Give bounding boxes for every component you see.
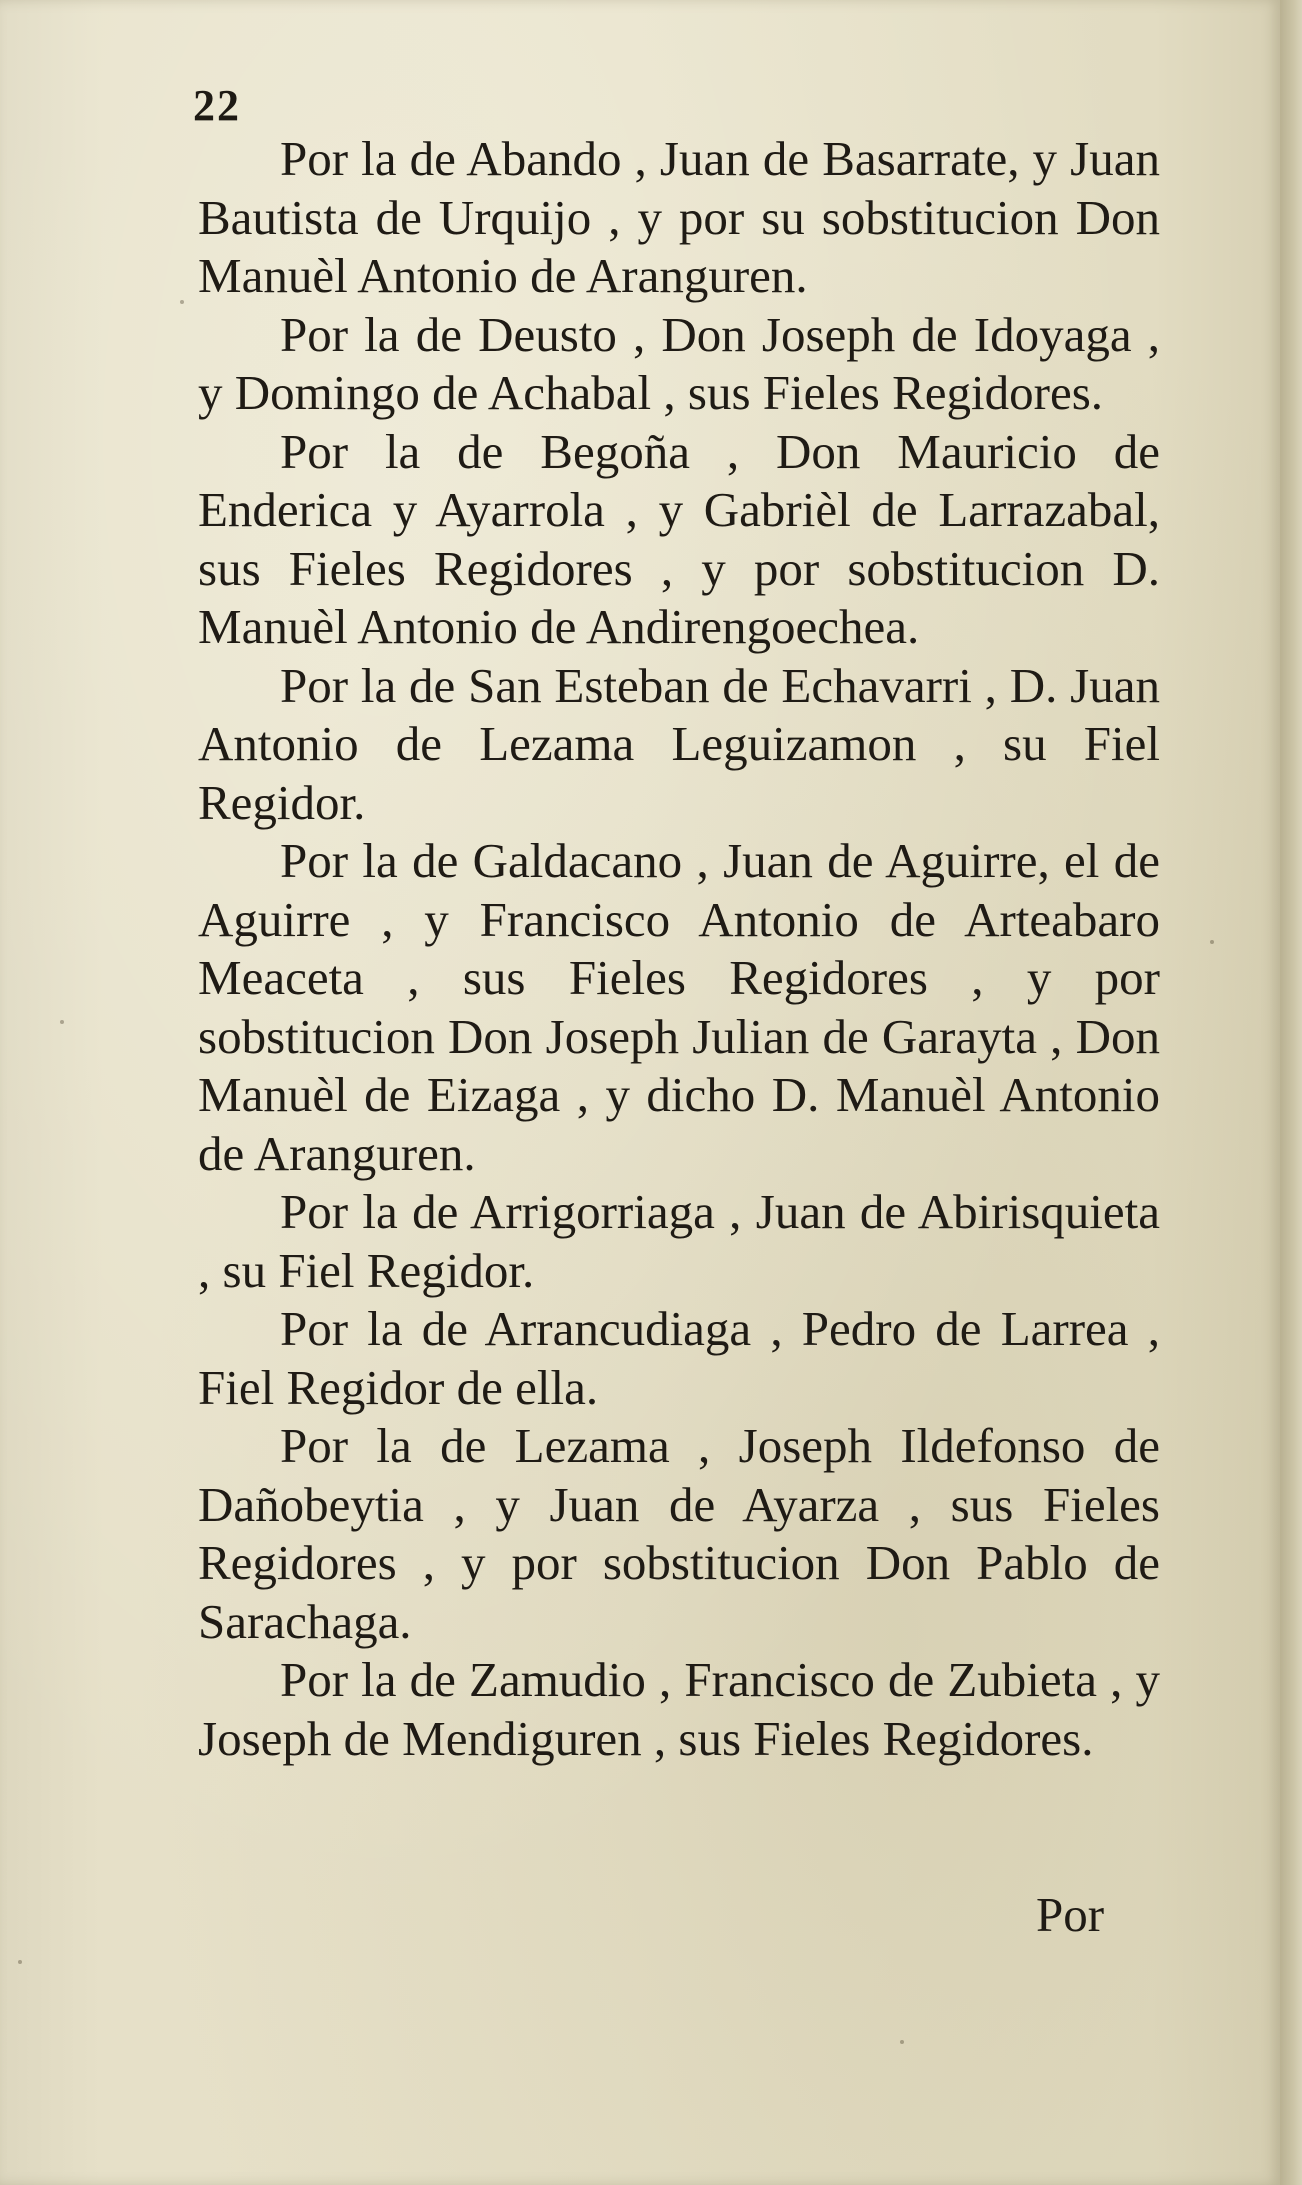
main-text: [198, 130, 1160, 1768]
paragraph-abando: Por la de Abando , Juan de Basarrate, y Juan Bautista de Urquijo , y por su sobstitucion Don Manuèl Antonio de Aranguren.: [198, 131, 1160, 303]
paragraph-begona: Por la de Begoña , Don Mauricio de Enderica y Ayarrola , y Gabrièl de Larrazabal, sus Fieles Regidores , y por sobstitucion D. Manuèl Antonio de Andirengoechea.: [198, 423, 1160, 654]
paragraph-lezama: Por la de Lezama , Joseph Ildefonso de Dañobeytia , y Juan de Ayarza , sus Fieles Regidores , y por sobstitucion Don Pablo de Sarachaga.: [198, 1418, 1160, 1649]
paragraph-galdacano: Por la de Galdacano , Juan de Aguirre, el de Aguirre , y Francisco Antonio de Arteabaro Meaceta , sus Fieles Regidores , y por sobstitucion Don Joseph Julian de Garayta , Don Manuèl de Eizaga , y dicho D. Manuèl Antonio de Aranguren.: [198, 833, 1160, 1181]
page-number: 22: [193, 81, 241, 130]
catchword: Por: [1036, 1887, 1105, 1942]
paragraph-zamudio: Por la de Zamudio , Francisco de Zubieta , y Joseph de Mendiguren , sus Fieles Regidores.: [198, 1652, 1160, 1766]
page-edge: [1280, 0, 1302, 2185]
paragraph-arrigorriaga: Por la de Arrigorriaga , Juan de Abirisquieta , su Fiel Regidor.: [198, 1184, 1160, 1298]
paragraph-arrancudiaga: Por la de Arrancudiaga , Pedro de Larrea , Fiel Regidor de ella.: [198, 1301, 1160, 1415]
paragraph-echavarri: Por la de San Esteban de Echavarri , D. Juan Antonio de Lezama Leguizamon , su Fiel Regidor.: [198, 657, 1160, 830]
paragraph-deusto: Por la de Deusto , Don Joseph de Idoyaga , y Domingo de Achabal , sus Fieles Regidores.: [198, 306, 1160, 420]
